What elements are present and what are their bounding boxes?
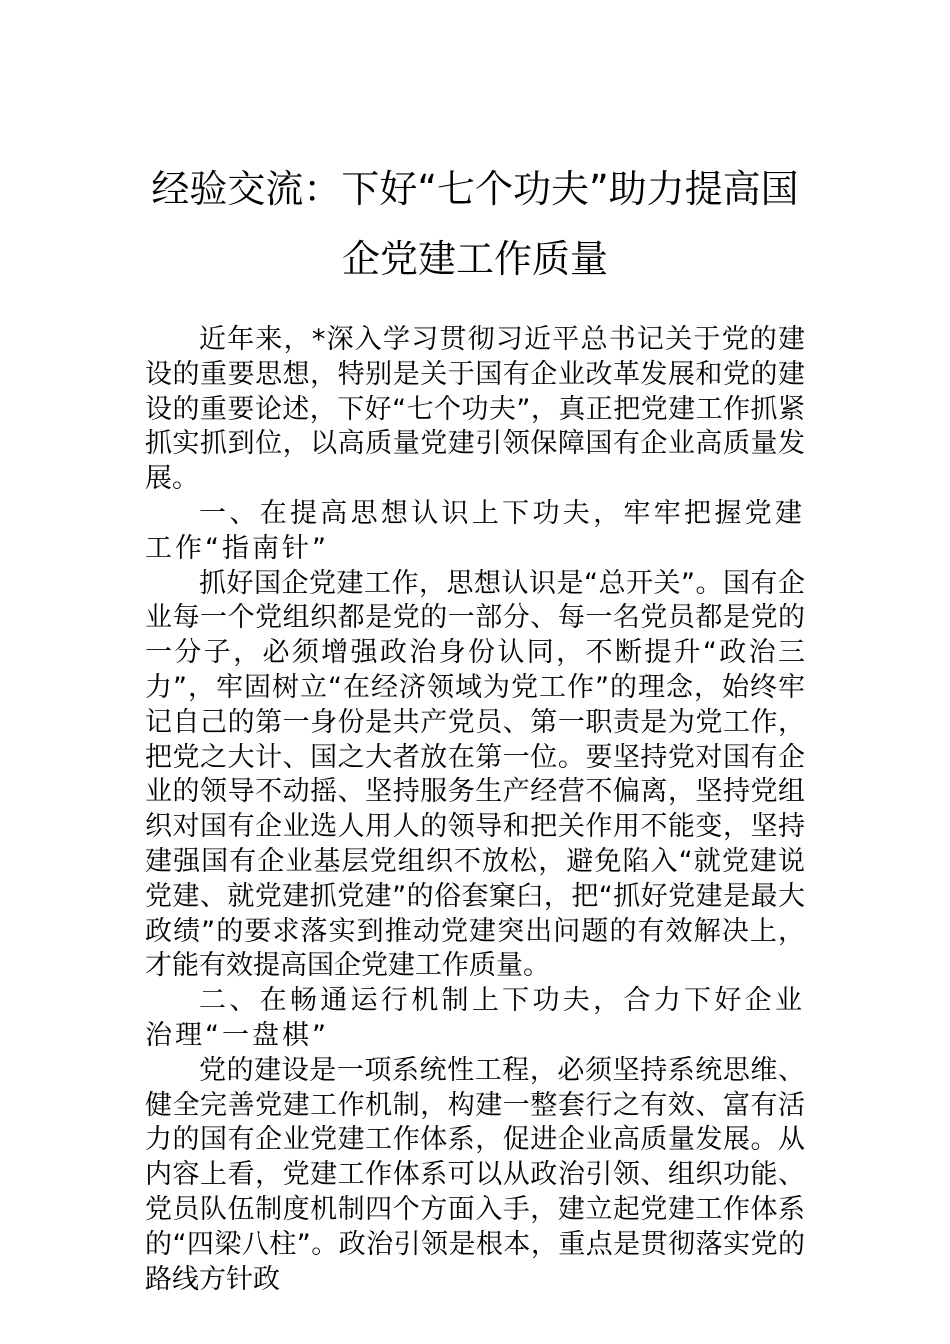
document-title-line-1: 经验交流：下好“七个功夫”助力提高国 xyxy=(151,167,799,211)
intro-paragraph: 近年来，*深入学习贯彻习近平总书记关于党的建设的重要思想，特别是关于国有企业改革发展和党的建设的重要论述，下好“七个功夫”，真正把党建工作抓紧抓实抓到位，以高质量党建引领保障国有企业高质量发展。 xyxy=(145,324,805,495)
document-body xyxy=(145,323,805,1297)
section-heading-1: 一、在提高思想认识上下功夫，牢牢把握党建工作“指南针” xyxy=(145,497,805,564)
section-1-paragraph: 抓好国企党建工作，思想认识是“总开关”。国有企业每一个党组织都是党的一部分、每一名党员都是党的一分子，必须增强政治身份认同，不断提升“政治三力”，牢固树立“在经济领域为党工作”的理念，始终牢记自己的第一身份是共产党员、第一职责是为党工作，把党之大计、国之大者放在第一位。要坚持党对国有企业的领导不动摇、坚持服务生产经营不偏离，坚持党组织对国有企业选人用人的领导和把关作用不能变，坚持建强国有企业基层党组织不放松，避免陷入“就党建说党建、就党建抓党建”的俗套窠臼，把“抓好党建是最大政绩”的要求落实到推动党建突出问题的有效解决上，才能有效提高国企党建工作质量。 xyxy=(145,567,805,982)
section-2-paragraph: 党的建设是一项系统性工程，必须坚持系统思维、健全完善党建工作机制，构建一整套行之有效、富有活力的国有企业党建工作体系，促进企业高质量发展。从内容上看，党建工作体系可以从政治引领、组织功能、党员队伍制度机制四个方面入手，建立起党建工作体系的“四梁八柱”。政治引领是根本，重点是贯彻落实党的路线方针政 xyxy=(145,1054,805,1295)
section-heading-2: 二、在畅通运行机制上下功夫，合力下好企业治理“一盘棋” xyxy=(145,985,805,1051)
document-title-line-2: 企党建工作质量 xyxy=(341,237,608,281)
